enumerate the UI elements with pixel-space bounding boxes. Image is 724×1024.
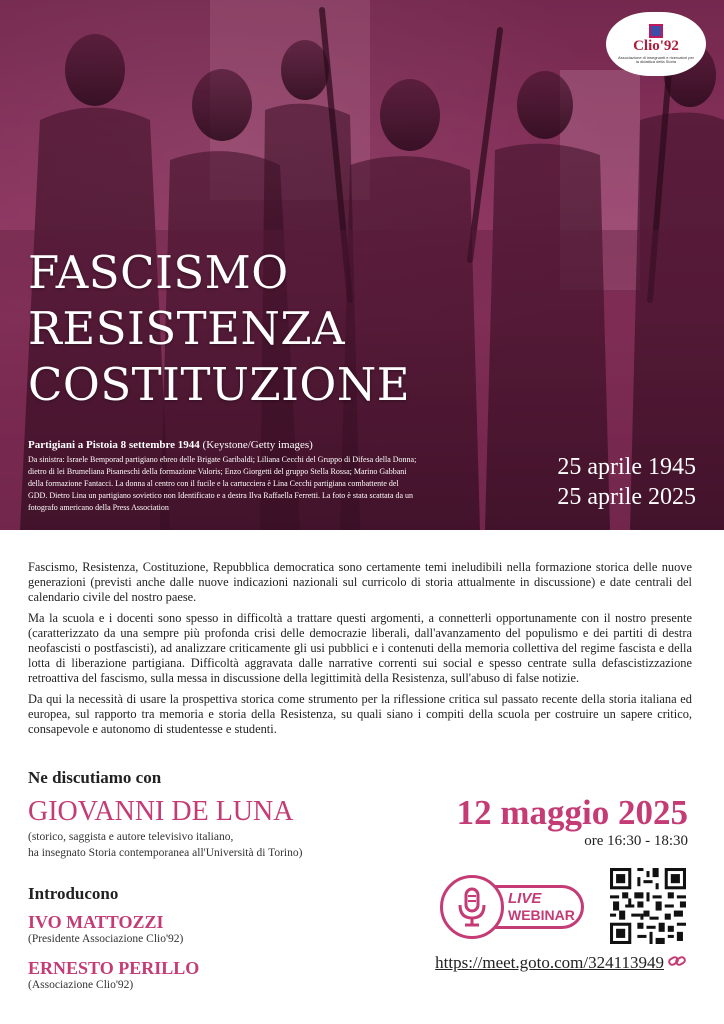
caption-title: Partigiani a Pistoia 8 settembre 1944 <box>28 439 200 451</box>
live-webinar-badge <box>440 873 588 941</box>
intro-text <box>28 560 692 744</box>
event-date: 12 maggio 2025 <box>456 793 688 832</box>
meeting-link[interactable] <box>435 953 686 973</box>
webinar-label: WEBINAR <box>508 907 575 923</box>
caption-heading <box>28 438 420 452</box>
qr-code-icon[interactable] <box>610 868 686 944</box>
anniversary-dates <box>557 452 696 512</box>
speakers-section <box>28 768 428 992</box>
speaker-name: GIOVANNI DE LUNA <box>28 796 294 827</box>
introducers-label: Introducono <box>28 884 119 903</box>
date-1945: 25 aprile 1945 <box>557 454 696 480</box>
clio92-logo <box>606 12 706 76</box>
microphone-icon <box>440 875 504 939</box>
poster-title <box>28 245 410 413</box>
intro-paragraph-3: Da qui la necessità di usare la prospettiva storica come strumento per la riflessione critica sul passato recente della storia italiana ed europea, sul rapporto tra memoria e storia della Resistenza, su quali siano i compiti della scuola per costruire un sapere critico, consapevole e autonomo di studentesse e studenti. <box>28 692 692 736</box>
title-line-2: RESISTENZA <box>28 302 346 355</box>
caption-details: Da sinistra: Israele Bemporad partigiano ebreo delle Brigate Garibaldi; Liliana Cecchi del Gruppo di Difesa della Donna; dietro di lei Brumeliana Pisaneschi della formazione Valoris; Enzo Giorgetti del gruppo Stella Rossa; Marino Gabbani della formazione Fantacci. La donna al centro con il fucile e la cartucciera è Lina Cecchi partigiana combattente del GDD. Dietro Lina un partigiano sovietico non Identificato e a destra Ilva Raffaella Ferretti. La foto è stata scattata da un fotografo americano della Press Association <box>28 455 417 512</box>
caption-credit: (Keystone/Getty images) <box>202 439 313 451</box>
guest-role-2: (Associazione Clio'92) <box>28 979 134 991</box>
clio-logo-mark-icon <box>649 24 663 38</box>
title-line-1: FASCISMO <box>28 246 289 299</box>
link-icon[interactable] <box>668 954 686 973</box>
speaker-description-line-1: (storico, saggista e autore televisivo italiano, <box>28 831 234 843</box>
speaker-description-line-2: ha insegnato Storia contemporanea all'Università di Torino) <box>28 847 303 859</box>
intro-paragraph-2: Ma la scuola e i docenti sono spesso in difficoltà a trattare questi argomenti, a connetterli opportunamente con il nostro presente (caratterizzato da una sempre più profonda crisi delle democrazie liberali, dall'avanzamento del populismo e dei partiti di destra neofascisti o postfascisti), ad analizzare criticamente gli usi pubblici e i contenuti della memoria collettiva del regime fascista e della lotta di liberazione partigiana. Difficoltà aggravata dalle narrative correnti sui social e spesso centrate sulla defascistizzazione retroattiva del fascismo, sulla messa in discussione della legittimità della Resistenza, sull'abuso di false notizie. <box>28 611 692 685</box>
guest-role-1: (Presidente Associazione Clio'92) <box>28 933 184 945</box>
guest-name-1: IVO MATTOZZI <box>28 912 164 932</box>
logo-name: Clio'92 <box>633 37 679 54</box>
event-time: ore 16:30 - 18:30 <box>584 833 688 849</box>
live-label: LIVE <box>508 890 542 907</box>
photo-caption <box>28 438 420 514</box>
guest-name-2: ERNESTO PERILLO <box>28 958 200 978</box>
logo-subtitle: Associazione di insegnanti e ricercatori per la didattica della Storia <box>617 54 695 64</box>
discussion-label: Ne discutiamo con <box>28 768 162 787</box>
meeting-link-text[interactable]: https://meet.goto.com/324113949 <box>435 953 664 972</box>
intro-paragraph-1: Fascismo, Resistenza, Costituzione, Repubblica democratica sono certamente temi ineludibili nella formazione storica delle nuove generazioni (previsti anche dalle nuove indicazioni nazionali sul curricolo di storia attualmente in discussione) e date centrali del calendario civile del nostro paese. <box>28 560 692 604</box>
date-2025: 25 aprile 2025 <box>557 484 696 510</box>
title-line-3: COSTITUZIONE <box>28 358 411 411</box>
